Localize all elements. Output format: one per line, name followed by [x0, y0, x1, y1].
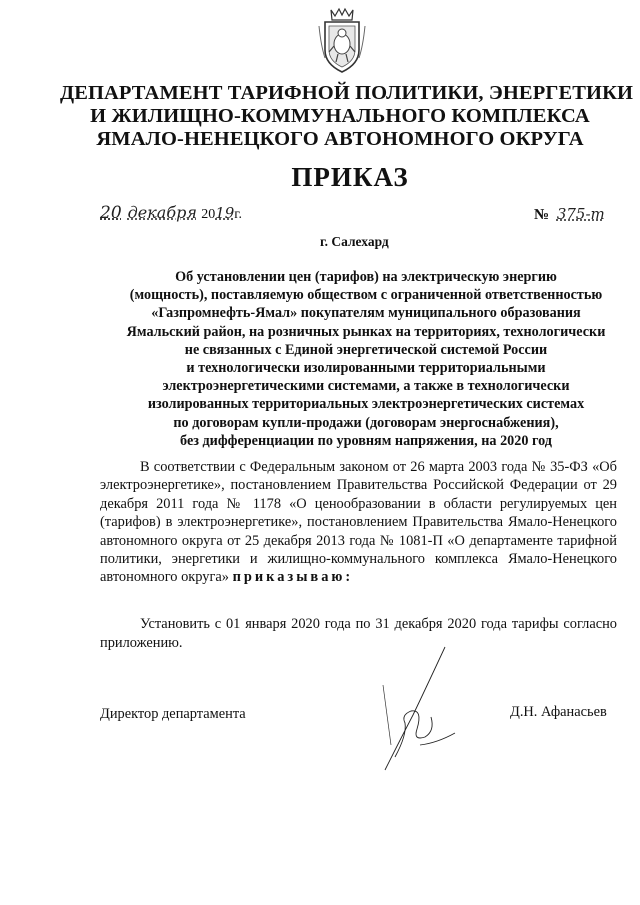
order-text: Установить с 01 января 2020 года по 31 декабря 2020 года тарифы согласно приложению.: [100, 616, 617, 651]
subject-line: (мощность), поставляемую обществом с ограниченной ответственностью: [129, 287, 603, 304]
subject-line: по договорам купли-продажи (договорам энергоснабжения),: [173, 414, 559, 431]
command-word: приказываю:: [232, 569, 354, 586]
preamble-text: В соответствии с Федеральным законом от 26 марта 2003 года № 35-ФЗ «Об электроэнергетике», постановлением Правительства Российской Федерации от 29 декабря 2011 года № 1178 «О ценообразовании в области регулируемых цен (тарифов) в электроэнергетике», постановлением Правительства Ямало-Ненецкого автономного округа от 25 декабря 2013 года № 1081-П «О департаменте тарифной политики, энергетики и жилищно-коммунального комплекса Ямало-Ненецкого автономного округа»: [100, 459, 617, 586]
document-type-title: ПРИКАЗ: [291, 162, 409, 192]
preamble-paragraph: [100, 458, 617, 587]
subject-line: «Газпромнефть-Ямал» покупателям муниципального образования: [151, 305, 581, 322]
order-date: [100, 203, 242, 223]
department-line-3: ЯМАЛО-НЕНЕЦКОГО АВТОНОМНОГО ОКРУГА: [96, 128, 584, 150]
date-suffix: г.: [234, 207, 242, 222]
date-day: 20: [100, 203, 122, 223]
date-month: декабря: [127, 203, 197, 222]
subject-line: и технологически изолированными территориальными: [186, 360, 546, 377]
subject-line: Об установлении цен (тарифов) на электрическую энергию: [175, 269, 557, 285]
subject-line: электроэнергетическими системами, а также в технологически: [162, 378, 570, 395]
date-year: 19: [215, 204, 235, 222]
number-label: №: [534, 207, 550, 223]
preamble: [100, 458, 617, 587]
subject-line: Ямальский район, на розничных рынках на территориях, технологически: [126, 323, 606, 340]
date-century: 20: [201, 207, 216, 222]
subject-line: без дифференциации по уровням напряжения, на 2020 год: [180, 432, 552, 449]
department-name: [60, 82, 634, 151]
city: г. Салехард: [320, 234, 389, 249]
order-subject: [96, 268, 636, 450]
subject-line: не связанных с Единой энергетической системой России: [184, 341, 548, 358]
coat-of-arms-icon: [317, 6, 367, 76]
number-value: 375-т: [556, 205, 605, 223]
department-line-2: И ЖИЛИЩНО-КОММУНАЛЬНОГО КОМПЛЕКСА: [90, 105, 590, 127]
signatory-position: Директор департамента: [100, 706, 246, 722]
signatory-name: Д.Н. Афанасьев: [510, 704, 607, 720]
handwritten-signature: [365, 645, 475, 775]
subject-line: изолированных территориальных электроэнергетических системах: [147, 396, 585, 413]
order-clause: [100, 615, 617, 652]
department-line-1: ДЕПАРТАМЕНТ ТАРИФНОЙ ПОЛИТИКИ, ЭНЕРГЕТИКИ: [60, 82, 634, 104]
order-number: [534, 205, 605, 224]
